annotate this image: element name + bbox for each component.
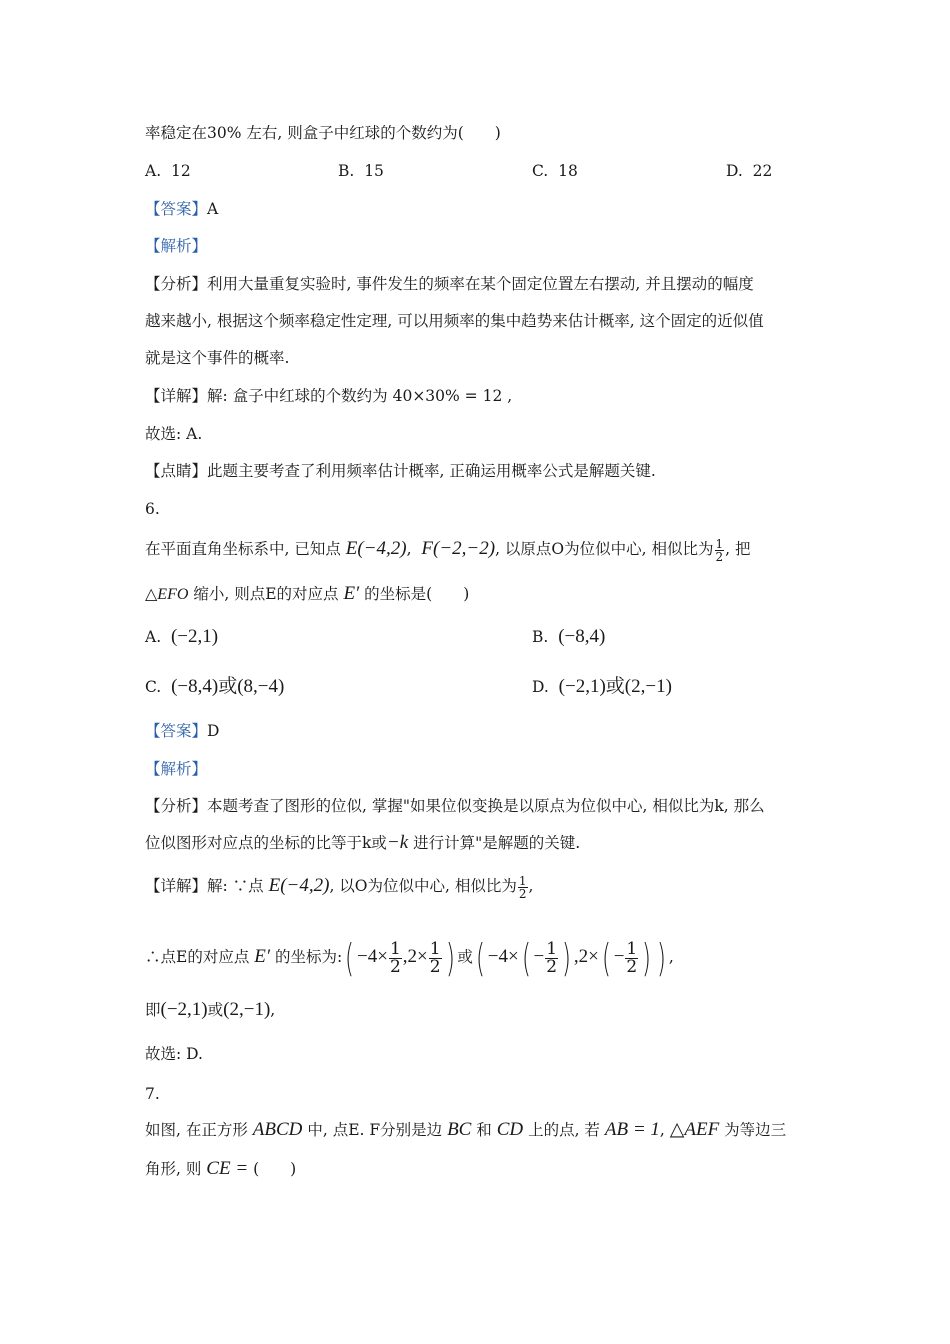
q6-option-c: C. (−8,4)或(8,−4) <box>145 676 285 697</box>
q5-fenxi-3: 就是这个事件的概率. <box>145 349 290 367</box>
q5-fenxi-2: 越来越小, 根据这个频率稳定性定理, 可以用频率的集中趋势来估计概率, 这个固定的近似值 <box>145 312 764 330</box>
q5-option-d: D. 22 <box>726 162 773 180</box>
q5-analysis-tag: 【解析】 <box>145 237 208 255</box>
q5-option-c: C. 18 <box>532 162 578 180</box>
q6-stem-line1: 在平面直角坐标系中, 已知点 E(−4,2), F(−2,−2), 以原点O为位似中心, 相似比为 $\frac{1}{2}$ , 把 <box>145 536 751 564</box>
q7-number: 7. <box>145 1085 160 1103</box>
q5-option-a: A. 12 <box>145 162 191 180</box>
q6-fenxi-2: 位似图形对应点的坐标的比等于k或−k 进行计算"是解题的关键. <box>145 832 581 853</box>
q5-choose: 故选: A. <box>145 425 203 443</box>
q6-answer: 【答案】D <box>145 722 220 740</box>
q6-fenxi-1: 【分析】本题考查了图形的位似, 掌握"如果位似变换是以原点为位似中心, 相似比为k, 那么 <box>145 797 765 815</box>
q6-option-d: D. (−2,1)或(2,−1) <box>532 676 672 697</box>
q6-analysis-tag: 【解析】 <box>145 760 208 778</box>
q5-stem-end: 率稳定在30% 左右, 则盒子中红球的个数约为( ) <box>145 124 501 142</box>
q7-stem-line1: 如图, 在正方形 ABCD 中, 点E. F分别是边 BC 和 CD 上的点, 若 AB = 1, △AEF 为等边三 <box>145 1119 787 1140</box>
q6-detail-line1: 【详解】解: ∵点 E(−4,2), 以O为位似中心, 相似比为 $\frac{1}{2}$ , <box>145 873 534 901</box>
q5-option-b: B. 15 <box>338 162 384 180</box>
q6-stem-line2: △EFO 缩小, 则点E的对应点 E′ 的坐标是( ) <box>145 583 470 604</box>
q5-detail: 【详解】解: 盒子中红球的个数约为 40×30% = 12 , <box>145 387 513 405</box>
q6-choose: 故选: D. <box>145 1045 203 1063</box>
q6-detail-line2: ∴点E的对应点 E′ 的坐标为:( −4× $\frac{1}{2}$ ,2× $\frac{1}{2}$ ) 或( −4×( − $\frac{1}{2}$ ) ,2×( − $\frac{1}{2}$ ) ) , <box>145 936 674 980</box>
q6-number: 6. <box>145 500 160 518</box>
q6-option-a: A. (−2,1) <box>145 626 219 647</box>
q6-detail-line3: 即(−2,1)或(2,−1), <box>145 999 276 1020</box>
q7-stem-line2: 角形, 则 CE = ( ) <box>145 1158 297 1179</box>
q5-comment: 【点睛】此题主要考查了利用频率估计概率, 正确运用概率公式是解题关键. <box>145 462 656 480</box>
q6-option-b: B. (−8,4) <box>532 626 606 647</box>
q5-answer: 【答案】A <box>145 200 219 218</box>
q5-fenxi-1: 【分析】利用大量重复实验时, 事件发生的频率在某个固定位置左右摆动, 并且摆动的幅度 <box>145 275 754 293</box>
